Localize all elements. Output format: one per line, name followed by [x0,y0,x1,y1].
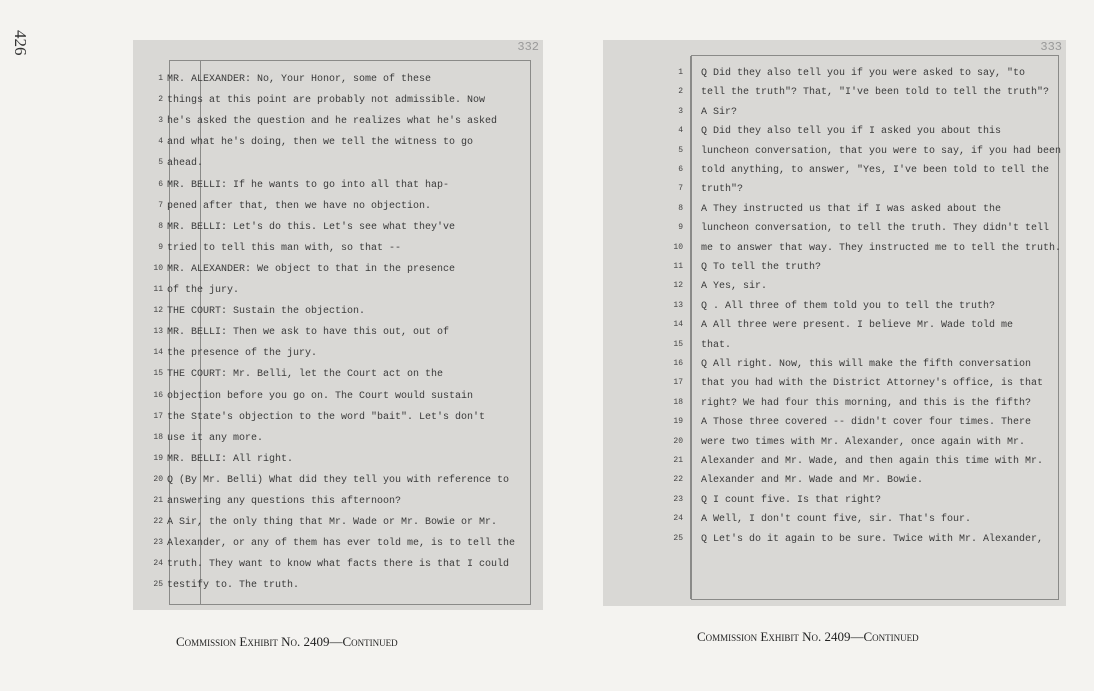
line-number: 23 [153,538,163,548]
line-number: 4 [678,126,683,136]
transcript-line [603,107,1066,123]
line-text: were two times with Mr. Alexander, once again with Mr. [701,436,1026,448]
line-text: A Those three covered -- didn't cover four times. There [701,417,1032,429]
line-text: Alexander and Mr. Wade, and then again this time with Mr. [701,456,1044,467]
line-number: 5 [678,145,683,155]
line-number: 17 [673,378,683,388]
line-number: 11 [673,262,683,271]
line-number: 19 [153,453,163,463]
line-number: 20 [153,474,163,484]
transcript-line [603,184,1066,200]
transcript-line [133,517,543,533]
line-text: and what he's doing, then we tell the witness to go [167,137,474,149]
line-number: 7 [158,200,163,210]
line-number: 20 [673,436,683,446]
transcript-line [133,496,543,512]
line-number: 15 [673,339,683,349]
line-number: 3 [158,116,163,126]
transcript-line [133,580,543,596]
line-text: MR. ALEXANDER: No, Your Honor, some of these [167,74,432,85]
transcript-line [603,87,1066,103]
transcript-line [133,285,543,301]
line-text: Q . All three of them told you to tell the truth? [701,300,996,312]
line-number: 13 [153,327,163,337]
transcript-line [603,417,1066,433]
line-text: tell the truth"? That, "I've been told to tell the truth"? [701,87,1050,99]
line-number: 22 [673,475,683,485]
transcript-line [603,281,1066,297]
line-text: A They instructed us that if I was asked about the [701,203,1002,215]
line-text: that you had with the District Attorney's office, is that [701,378,1044,390]
line-text: A Well, I don't count five, sir. That's four. [701,514,972,526]
transcript-line [133,433,543,449]
line-number: 14 [673,320,683,330]
line-text: MR. BELLI: All right. [167,453,294,465]
transcript-line [603,437,1066,453]
transcript-line [603,475,1066,491]
line-text: right? We had four this morning, and this is the fifth? [701,397,1032,409]
line-number: 4 [158,137,163,147]
line-number: 18 [153,432,163,442]
transcript-line [133,412,543,428]
transcript-line [133,74,543,90]
book-page-number: 426 [11,30,30,56]
line-text: the State's objection to the word "bait". Let's don't [167,411,486,423]
left-page-number: 332 [517,40,539,54]
line-text: told anything, to answer, "Yes, I've been told to tell the [701,165,1050,176]
transcript-line [603,301,1066,317]
line-number: 1 [678,68,683,77]
transcript-line [603,146,1066,162]
line-text: use it any more. [167,432,264,444]
transcript-line [133,454,543,470]
transcript-line [133,158,543,174]
right-exhibit-caption: Commission Exhibit No. 2409—Continued [697,629,919,644]
line-text: A Yes, sir. [701,281,768,293]
line-text: testify to. The truth. [167,580,300,592]
transcript-line [133,559,543,575]
transcript-line [133,327,543,343]
transcript-line [603,378,1066,394]
line-number: 24 [153,559,163,569]
line-text: Alexander, or any of them has ever told me, is to tell the [167,538,516,550]
line-text: A All three were present. I believe Mr. Wade told me [701,320,1014,332]
line-text: things at this point are probably not admissible. Now [167,95,486,107]
line-number: 2 [158,95,163,105]
line-text: pened after that, then we have no objection. [167,200,432,212]
line-text: MR. BELLI: If he wants to go into all that hap- [167,179,450,191]
transcript-line [603,340,1066,356]
line-number: 6 [678,165,683,174]
line-text: Q Let's do it again to be sure. Twice with Mr. Alexander, [701,533,1044,545]
transcript-line [603,320,1066,336]
transcript-line [133,116,543,132]
line-number: 14 [153,348,163,358]
line-text: of the jury. [167,285,240,296]
transcript-line [603,456,1066,472]
line-text: Q I count five. Is that right? [701,494,882,506]
line-number: 9 [678,223,683,233]
transcript-line [133,348,543,364]
line-text: he's asked the question and he realizes what he's asked [167,116,498,128]
line-number: 15 [153,369,163,379]
line-number: 25 [153,580,163,590]
line-number: 9 [158,242,163,252]
transcript-page-left [133,40,543,610]
line-text: Q Did they also tell you if you were asked to say, "to [701,68,1026,79]
line-number: 21 [153,496,163,505]
line-number: 22 [153,517,163,527]
line-text: Alexander and Mr. Wade and Mr. Bowie. [701,475,924,487]
line-text: Q To tell the truth? [701,262,822,273]
left-exhibit-caption: Commission Exhibit No. 2409—Continued [176,634,398,649]
transcript-line [603,68,1066,84]
line-number: 7 [678,184,683,194]
line-number: 11 [153,285,163,294]
line-text: MR. BELLI: Then we ask to have this out, out of [167,327,450,339]
transcript-line [603,398,1066,414]
line-text: luncheon conversation, that you were to say, if you had been [701,145,1062,157]
transcript-line [133,180,543,196]
transcript-line [603,359,1066,375]
transcript-line [603,165,1066,181]
line-text: MR. BELLI: Let's do this. Let's see what they've [167,221,456,233]
transcript-line [603,223,1066,239]
line-number: 2 [678,87,683,97]
transcript-line [133,475,543,491]
line-text: A Sir, the only thing that Mr. Wade or Mr. Bowie or Mr. [167,517,498,529]
transcript-line [133,243,543,259]
line-text: me to answer that way. They instructed me to tell the truth. [701,242,1062,254]
line-number: 24 [673,514,683,524]
transcript-line [603,495,1066,511]
line-text: the presence of the jury. [167,348,318,360]
line-number: 19 [673,417,683,427]
line-number: 1 [158,74,163,83]
line-text: MR. ALEXANDER: We object to that in the presence [167,263,456,275]
line-number: 6 [158,179,163,189]
line-text: luncheon conversation, to tell the truth. They didn't tell [701,223,1050,235]
line-number: 10 [673,242,683,252]
line-number: 8 [158,221,163,231]
line-text: THE COURT: Mr. Belli, let the Court act on the [167,369,444,381]
transcript-line [133,306,543,322]
line-text: ahead. [167,158,204,170]
line-number: 13 [673,300,683,310]
line-number: 10 [153,263,163,273]
line-number: 8 [678,203,683,213]
line-number: 16 [153,390,163,400]
line-number: 16 [673,359,683,368]
right-page-number: 333 [1040,40,1062,54]
transcript-line [603,204,1066,220]
transcript-line [133,201,543,217]
line-text: A Sir? [701,106,738,118]
line-text: Q Did they also tell you if I asked you about this [701,126,1002,138]
transcript-line [603,262,1066,278]
transcript-line [133,264,543,280]
transcript-line [603,126,1066,142]
transcript-line [603,534,1066,550]
line-number: 12 [153,306,163,316]
line-number: 5 [158,158,163,168]
transcript-line [133,538,543,554]
line-number: 17 [153,411,163,421]
transcript-line [133,137,543,153]
line-text: THE COURT: Sustain the objection. [167,306,366,318]
line-number: 21 [673,456,683,465]
line-number: 23 [673,494,683,504]
transcript-line [133,222,543,238]
line-number: 18 [673,397,683,407]
line-number: 3 [678,106,683,116]
line-text: Q (By Mr. Belli) What did they tell you with reference to [167,474,510,486]
transcript-page-right [603,40,1066,606]
transcript-line [133,95,543,111]
line-text: Q All right. Now, this will make the fifth conversation [701,359,1032,370]
line-text: objection before you go on. The Court would sustain [167,390,474,402]
line-text: that. [701,339,732,351]
line-text: answering any questions this afternoon? [167,496,402,507]
transcript-line [603,514,1066,530]
line-number: 25 [673,533,683,543]
transcript-line [133,391,543,407]
line-text: truth. They want to know what facts there is that I could [167,559,510,571]
transcript-line [133,369,543,385]
transcript-line [603,243,1066,259]
line-number: 12 [673,281,683,291]
line-text: truth"? [701,184,744,196]
line-text: tried to tell this man with, so that -- [167,242,402,254]
